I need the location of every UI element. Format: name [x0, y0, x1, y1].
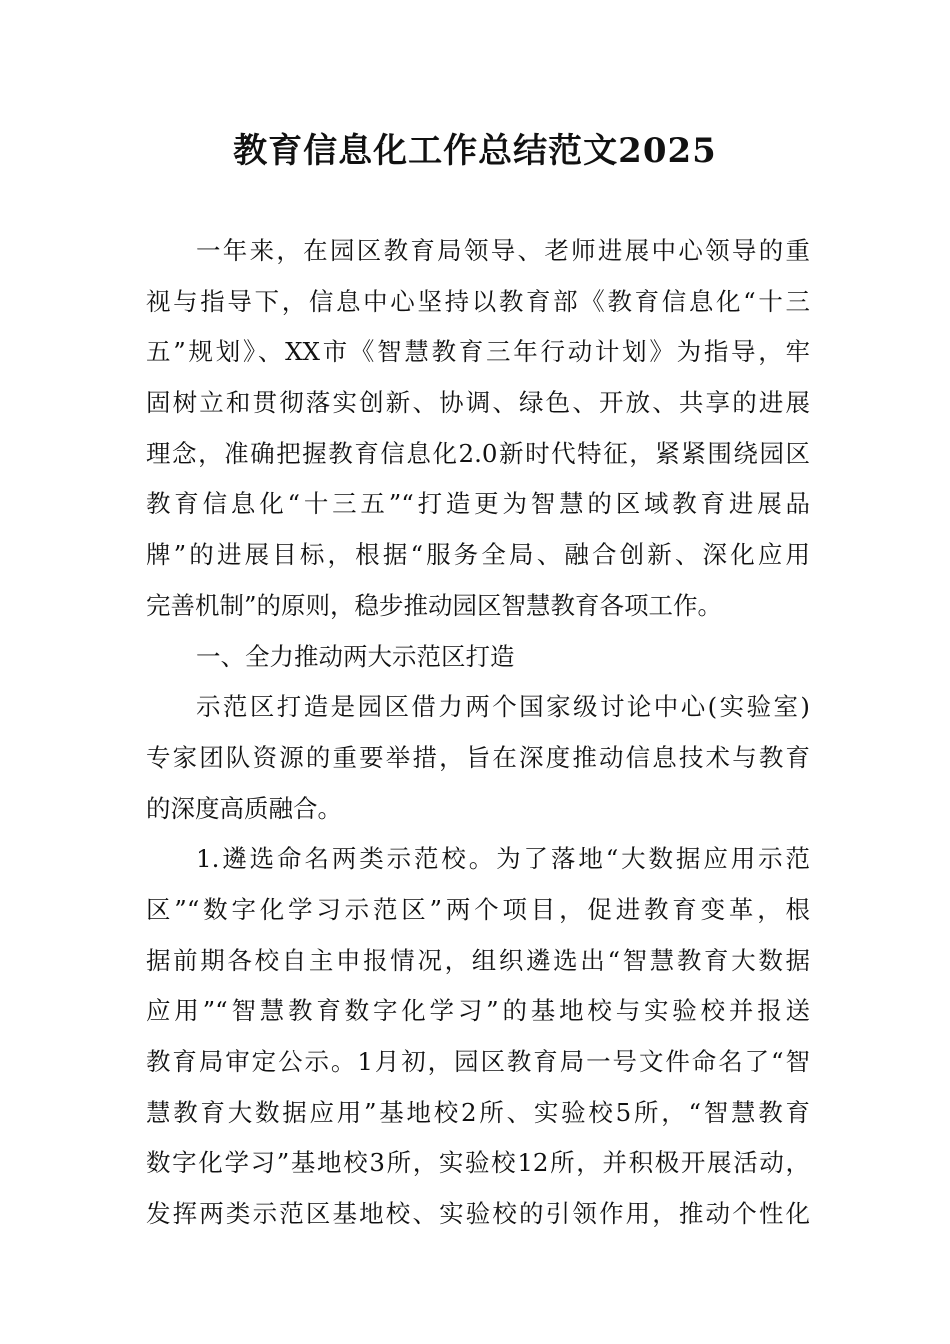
paragraph-line: 专家团队资源的重要举措，旨在深度推动信息技术与教育: [146, 742, 810, 772]
paragraph-line: 牌”的进展目标，根据“服务全局、融合创新、深化应用: [146, 540, 810, 570]
paragraph-line: 慧教育大数据应用”基地校2所、实验校5所，“智慧教育: [146, 1097, 810, 1127]
paragraph-line: 五”规划》、XX市《智慧教育三年行动计划》为指导，牢: [146, 337, 810, 367]
paragraph-line: 理念，准确把握教育信息化2.0新时代特征，紧紧围绕园区: [146, 438, 810, 468]
paragraph-line: 示范区打造是园区借力两个国家级讨论中心(实验室): [196, 692, 810, 722]
paragraph-line: 教育局审定公示。1月初，园区教育局一号文件命名了“智: [146, 1047, 810, 1076]
paragraph-line: 数字化学习”基地校3所，实验校12所，并积极开展活动，: [146, 1148, 810, 1178]
paragraph-line: 视与指导下，信息中心坚持以教育部《教育信息化“十三: [146, 286, 810, 316]
document-body: [146, 226, 810, 1240]
paragraph-line: 区”“数字化学习示范区”两个项目，促进教育变革，根: [146, 894, 810, 924]
paragraph-line: 发挥两类示范区基地校、实验校的引领作用，推动个性化: [146, 1199, 810, 1229]
paragraph-line: 一、全力推动两大示范区打造: [196, 641, 515, 671]
paragraph-line: 据前期各校自主申报情况，组织遴选出“智慧教育大数据: [146, 945, 810, 975]
paragraph-line: 的深度高质融合。: [146, 793, 342, 823]
paragraph-line: 1.遴选命名两类示范校。为了落地“大数据应用示范: [196, 844, 810, 874]
paragraph-line: 固树立和贯彻落实创新、协调、绿色、开放、共享的进展: [146, 388, 810, 418]
paragraph-line: 应用”“智慧教育数字化学习”的基地校与实验校并报送: [146, 996, 810, 1026]
document-title: 教育信息化工作总结范文2025: [233, 131, 717, 171]
paragraph-line: 教育信息化“十三五”“打造更为智慧的区域教育进展品: [146, 489, 810, 519]
paragraph-line: 完善机制”的原则，稳步推动园区智慧教育各项工作。: [146, 590, 723, 620]
paragraph-line: 一年来，在园区教育局领导、老师进展中心领导的重: [196, 236, 810, 265]
